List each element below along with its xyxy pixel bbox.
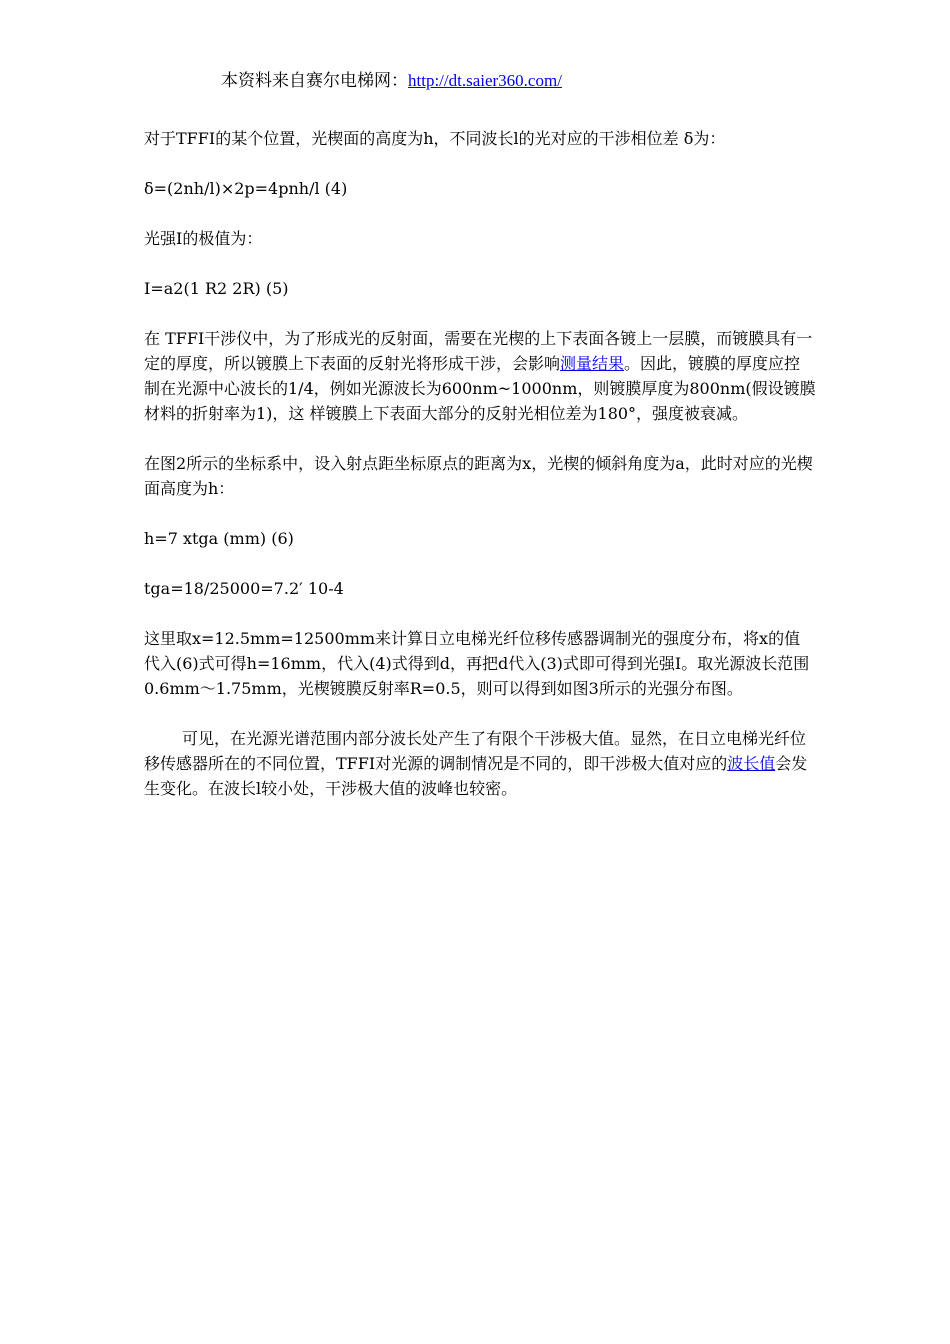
equation-5: I=a2(1 R2 2R) (5): [144, 279, 289, 298]
source-link[interactable]: http://dt.saier360.com/: [408, 71, 562, 90]
source-header: [221, 70, 562, 92]
wavelength-value-link[interactable]: 波长值: [727, 754, 776, 773]
conclusion-text-part1: 可见，在光源光谱范围内部分波长处产生了有限个干涉极大值。显然，在日立电梯光纤位移传感器所在的不同位置，TFFI对光源的调制情况是不同的，即干涉极大值对应的: [144, 729, 807, 773]
article-body: [144, 126, 816, 826]
conclusion-text-part2: 会发生变化。在波长l较小处，干涉极大值的波峰也较密。: [144, 754, 808, 798]
header-prefix: 本资料来自赛尔电梯网：: [221, 71, 408, 90]
paragraph-coating: [144, 326, 816, 426]
paragraph-phase-intro: 对于TFFI的某个位置，光楔面的高度为h，不同波长l的光对应的干涉相位差 δ为：: [144, 129, 726, 148]
coating-text-part2: 。因此，镀膜的厚度应控制在光源中心波长的1/4，例如光源波长为600nm~1000nm，则镀膜厚度为800nm(假设镀膜材料的折射率为1)，这 样镀膜上下表面大部分的反射光相位差为180°，强度被衰减。: [144, 354, 816, 423]
measurement-result-link[interactable]: 测量结果: [560, 354, 625, 373]
equation-4: δ=(2nh/l)×2p=4pnh/l (4): [144, 179, 348, 198]
paragraph-calculation: 这里取x=12.5mm=12500mm来计算日立电梯光纤位移传感器调制光的强度分布，将x的值代入(6)式可得h=16mm，代入(4)式得到d，再把d代入(3)式即可得到光强I。取光源波长范围0.6mm～1.75mm，光楔镀膜反射率R=0.5，则可以得到如图3所示的光强分布图。: [144, 629, 810, 698]
equation-6: h=7 xtga (mm) (6): [144, 529, 294, 548]
paragraph-coordinate: 在图2所示的坐标系中，设入射点距坐标原点的距离为x，光楔的倾斜角度为a，此时对应的光楔面高度为h：: [144, 454, 813, 498]
paragraph-conclusion: [144, 726, 816, 801]
equation-tga: tga=18/25000=7.2′ 10-4: [144, 579, 344, 598]
paragraph-intensity-intro: 光强I的极值为：: [144, 229, 263, 248]
coating-text-part1: 在 TFFI干涉仪中，为了形成光的反射面，需要在光楔的上下表面各镀上一层膜，而镀膜具有一定的厚度，所以镀膜上下表面的反射光将形成干涉，会影响: [144, 329, 813, 373]
